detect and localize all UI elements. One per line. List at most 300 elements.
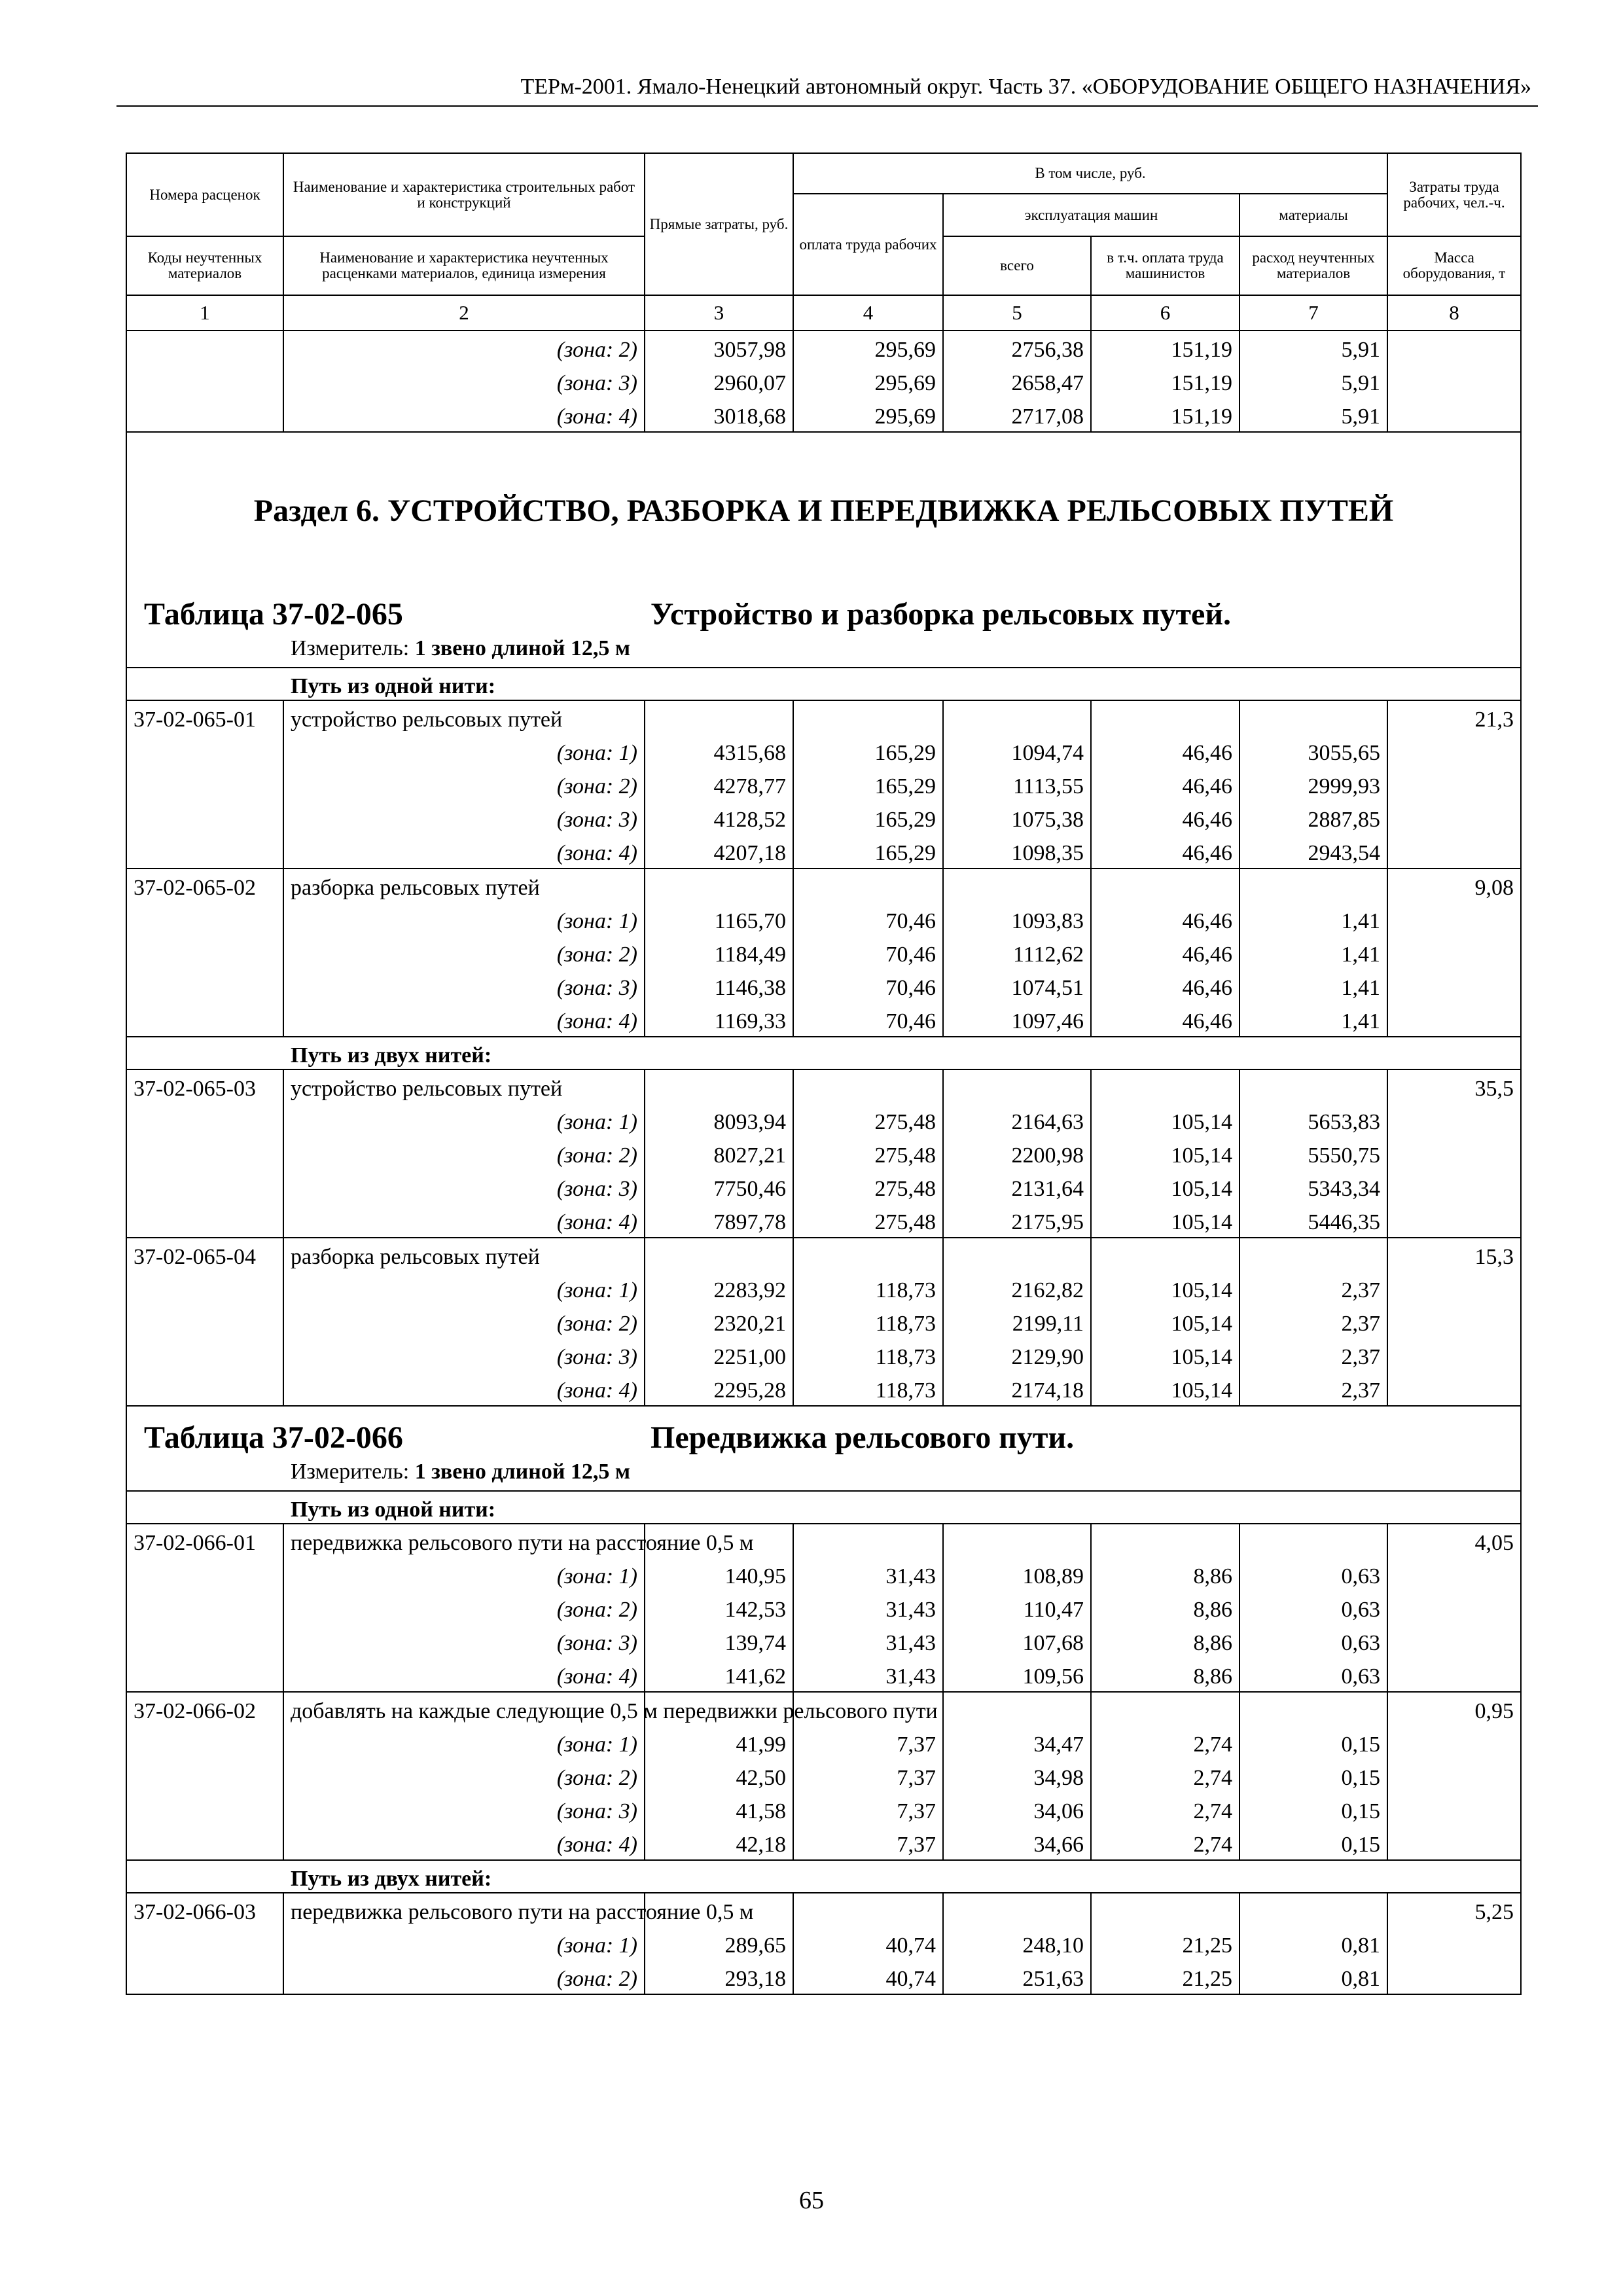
zone-row [126,1927,1521,1960]
price-code [126,1591,283,1624]
zone-row [126,869,1521,903]
labor-pay: 118,73 [793,1272,943,1305]
section-cell [126,432,1521,596]
price-code [126,1759,283,1793]
operators-pay: 151,19 [1091,365,1240,398]
labor-cost: 5,25 [1387,1893,1521,1927]
work-description: устройство рельсовых путей [283,1069,645,1103]
labor-cost: 4,05 [1387,1524,1521,1558]
cell [943,1692,1091,1726]
materials-cost: 2887,85 [1240,801,1387,834]
operators-pay: 2,74 [1091,1826,1240,1860]
machines-total: 2175,95 [943,1204,1091,1238]
labor-pay: 165,29 [793,768,943,801]
labor-pay: 165,29 [793,734,943,768]
zone-row [126,365,1521,398]
zone-label: (зона: 1) [283,903,645,936]
labor-pay: 165,29 [793,801,943,834]
operators-pay: 2,74 [1091,1759,1240,1793]
operators-pay: 151,19 [1091,331,1240,365]
zone-row [126,1338,1521,1372]
subheading-row [126,1860,1521,1893]
header-col7: расход неучтенных материалов [1240,236,1387,295]
materials-cost: 5,91 [1240,365,1387,398]
cell [1091,869,1240,903]
labor-pay: 295,69 [793,331,943,365]
zone-row [126,1624,1521,1658]
zone-row [126,1305,1521,1338]
labor-pay: 31,43 [793,1658,943,1692]
zone-row [126,1960,1521,1994]
direct-cost: 2295,28 [645,1372,793,1406]
zone-row [126,1726,1521,1759]
machines-total: 2174,18 [943,1372,1091,1406]
labor-pay: 165,29 [793,834,943,869]
machines-total: 34,66 [943,1826,1091,1860]
labor-cost [1387,1927,1521,1960]
labor-pay: 7,37 [793,1793,943,1826]
price-code [126,1726,283,1759]
materials-cost: 5446,35 [1240,1204,1387,1238]
cell [943,1893,1091,1927]
zone-row [126,1591,1521,1624]
price-code: 37-02-065-04 [126,1238,283,1272]
machines-total: 1075,38 [943,801,1091,834]
materials-cost: 2,37 [1240,1372,1387,1406]
price-code: 37-02-065-01 [126,700,283,734]
zone-label: (зона: 2) [283,768,645,801]
labor-cost [1387,1624,1521,1658]
operators-pay: 2,74 [1091,1793,1240,1826]
materials-cost: 5,91 [1240,398,1387,432]
machines-total: 1097,46 [943,1003,1091,1037]
zone-row [126,1372,1521,1406]
header-col3: Прямые затраты, руб. [645,153,793,295]
cell [1240,1893,1387,1927]
labor-cost [1387,1558,1521,1591]
operators-pay: 8,86 [1091,1558,1240,1591]
price-code [126,1624,283,1658]
zone-label: (зона: 4) [283,398,645,432]
labor-cost [1387,1103,1521,1137]
operators-pay: 21,25 [1091,1960,1240,1994]
zone-label: (зона: 1) [283,734,645,768]
operators-pay: 46,46 [1091,768,1240,801]
price-code: 37-02-066-02 [126,1692,283,1726]
machines-total: 34,98 [943,1759,1091,1793]
machines-total: 2164,63 [943,1103,1091,1137]
labor-pay: 275,48 [793,1170,943,1204]
cell [1240,1524,1387,1558]
materials-cost: 3055,65 [1240,734,1387,768]
operators-pay: 8,86 [1091,1624,1240,1658]
labor-cost [1387,365,1521,398]
materials-cost: 0,63 [1240,1624,1387,1658]
cell [1091,700,1240,734]
zone-label: (зона: 3) [283,801,645,834]
direct-cost: 8027,21 [645,1137,793,1170]
zone-row [126,1204,1521,1238]
zone-label: (зона: 2) [283,1591,645,1624]
labor-pay: 70,46 [793,936,943,969]
zone-label: (зона: 4) [283,1003,645,1037]
labor-cost [1387,1759,1521,1793]
operators-pay: 151,19 [1091,398,1240,432]
zone-row [126,1558,1521,1591]
column-number: 5 [943,295,1091,331]
measure-value: 1 звено длиной 12,5 м [414,636,631,660]
labor-pay: 70,46 [793,903,943,936]
price-code [126,1170,283,1204]
table-title-row [126,596,1521,668]
cell [1240,1692,1387,1726]
cell [645,869,793,903]
direct-cost: 139,74 [645,1624,793,1658]
running-header: ТЕРм-2001. Ямало-Ненецкий автономный округ. Часть 37. «ОБОРУДОВАНИЕ ОБЩЕГО НАЗНАЧЕНИЯ» [520,75,1531,99]
price-code: 37-02-065-02 [126,869,283,903]
machines-total: 1098,35 [943,834,1091,869]
direct-cost: 2251,00 [645,1338,793,1372]
labor-cost [1387,734,1521,768]
zone-row [126,936,1521,969]
price-code [126,1927,283,1960]
materials-cost: 5550,75 [1240,1137,1387,1170]
column-number: 8 [1387,295,1521,331]
column-number: 1 [126,295,283,331]
column-number: 6 [1091,295,1240,331]
zone-row [126,331,1521,365]
cell [793,1069,943,1103]
zone-row [126,903,1521,936]
labor-cost [1387,1204,1521,1238]
operators-pay: 21,25 [1091,1927,1240,1960]
direct-cost: 41,99 [645,1726,793,1759]
labor-pay: 118,73 [793,1338,943,1372]
direct-cost: 4315,68 [645,734,793,768]
zone-row [126,1170,1521,1204]
direct-cost: 42,18 [645,1826,793,1860]
price-code [126,969,283,1003]
direct-cost: 42,50 [645,1759,793,1793]
operators-pay: 105,14 [1091,1305,1240,1338]
cell [943,1524,1091,1558]
machines-total: 110,47 [943,1591,1091,1624]
direct-cost: 140,95 [645,1558,793,1591]
header-materials: материалы [1240,194,1387,236]
cell [793,1893,943,1927]
zone-label: (зона: 2) [283,1137,645,1170]
operators-pay: 8,86 [1091,1658,1240,1692]
price-code [126,903,283,936]
machines-total: 2199,11 [943,1305,1091,1338]
zone-label: (зона: 1) [283,1272,645,1305]
direct-cost: 4128,52 [645,801,793,834]
direct-cost: 2960,07 [645,365,793,398]
labor-cost: 9,08 [1387,869,1521,903]
price-code [126,801,283,834]
direct-cost: 7750,46 [645,1170,793,1204]
work-description: передвижка рельсового пути на расстояние 0,5 м [283,1524,645,1558]
cell [793,869,943,903]
price-code [126,1103,283,1137]
cell [645,1069,793,1103]
labor-cost [1387,1726,1521,1759]
price-code [126,734,283,768]
labor-pay: 275,48 [793,1204,943,1238]
work-description: разборка рельсовых путей [283,1238,645,1272]
materials-cost: 2,37 [1240,1272,1387,1305]
measure-unit [127,1458,1520,1486]
price-code [126,1272,283,1305]
subheading: Путь из одной нити: [126,1491,1521,1524]
operators-pay: 46,46 [1091,936,1240,969]
operators-pay: 105,14 [1091,1272,1240,1305]
labor-pay: 31,43 [793,1558,943,1591]
zone-row [126,969,1521,1003]
operators-pay: 8,86 [1091,1591,1240,1624]
cell [793,1238,943,1272]
header-col6: в т.ч. оплата труда машинистов [1091,236,1240,295]
machines-total: 248,10 [943,1927,1091,1960]
zone-label: (зона: 2) [283,331,645,365]
materials-cost: 2943,54 [1240,834,1387,869]
machines-total: 34,47 [943,1726,1091,1759]
zone-row [126,768,1521,801]
materials-cost: 1,41 [1240,936,1387,969]
cell [1091,1692,1240,1726]
column-number: 7 [1240,295,1387,331]
cell [1091,1069,1240,1103]
zone-label: (зона: 3) [283,1338,645,1372]
zone-row [126,1137,1521,1170]
price-code [126,365,283,398]
price-code [126,1204,283,1238]
operators-pay: 105,14 [1091,1372,1240,1406]
machines-total: 2756,38 [943,331,1091,365]
zone-label: (зона: 4) [283,1372,645,1406]
operators-pay: 105,14 [1091,1137,1240,1170]
zone-row [126,734,1521,768]
machines-total: 109,56 [943,1658,1091,1692]
zone-row [126,834,1521,869]
labor-cost [1387,1591,1521,1624]
labor-cost [1387,768,1521,801]
labor-pay: 70,46 [793,969,943,1003]
price-code [126,1960,283,1994]
zone-row [126,1893,1521,1927]
work-description: устройство рельсовых путей [283,700,645,734]
operators-pay: 46,46 [1091,834,1240,869]
cell [645,700,793,734]
labor-pay: 295,69 [793,398,943,432]
direct-cost: 8093,94 [645,1103,793,1137]
section-row [126,432,1521,596]
labor-pay: 40,74 [793,1927,943,1960]
machines-total: 1074,51 [943,969,1091,1003]
zone-label: (зона: 3) [283,1793,645,1826]
labor-cost: 35,5 [1387,1069,1521,1103]
zone-label: (зона: 1) [283,1726,645,1759]
cell [1091,1238,1240,1272]
machines-total: 2129,90 [943,1338,1091,1372]
labor-pay: 7,37 [793,1726,943,1759]
price-code [126,398,283,432]
price-code [126,1558,283,1591]
cell [793,1524,943,1558]
materials-cost: 0,63 [1240,1658,1387,1692]
price-code [126,834,283,869]
labor-cost [1387,1960,1521,1994]
direct-cost: 2320,21 [645,1305,793,1338]
page-number: 65 [799,2187,824,2214]
labor-pay: 7,37 [793,1759,943,1793]
direct-cost: 7897,78 [645,1204,793,1238]
direct-cost: 1169,33 [645,1003,793,1037]
operators-pay: 46,46 [1091,801,1240,834]
zone-row [126,801,1521,834]
cell [1240,1238,1387,1272]
labor-cost [1387,1003,1521,1037]
direct-cost: 293,18 [645,1960,793,1994]
header-col8-bottom: Масса оборудования, т [1387,236,1521,295]
zone-label: (зона: 2) [283,1759,645,1793]
zone-label: (зона: 3) [283,365,645,398]
direct-cost: 3018,68 [645,398,793,432]
price-code [126,1658,283,1692]
header-col4: оплата труда рабочих [793,194,943,295]
header-col8-top: Затраты труда рабочих, чел.-ч. [1387,153,1521,236]
labor-pay: 118,73 [793,1305,943,1338]
zone-label: (зона: 3) [283,1624,645,1658]
measure-label: Измеритель: [291,636,415,660]
table-number: Таблица 37-02-065 [144,597,403,632]
zone-row [126,1103,1521,1137]
price-code [126,936,283,969]
direct-cost: 2283,92 [645,1272,793,1305]
zone-row [126,700,1521,734]
labor-pay: 31,43 [793,1624,943,1658]
labor-pay: 31,43 [793,1591,943,1624]
operators-pay: 46,46 [1091,969,1240,1003]
machines-total: 1094,74 [943,734,1091,768]
materials-cost: 0,15 [1240,1793,1387,1826]
table-name: Устройство и разборка рельсовых путей. [651,597,1231,632]
materials-cost: 0,63 [1240,1558,1387,1591]
operators-pay: 105,14 [1091,1338,1240,1372]
direct-cost: 1165,70 [645,903,793,936]
price-code: 37-02-066-01 [126,1524,283,1558]
materials-cost: 1,41 [1240,969,1387,1003]
labor-cost [1387,969,1521,1003]
labor-cost [1387,1305,1521,1338]
direct-cost: 41,58 [645,1793,793,1826]
price-code [126,1338,283,1372]
labor-pay: 295,69 [793,365,943,398]
zone-label: (зона: 1) [283,1103,645,1137]
cell [1091,1524,1240,1558]
work-description: передвижка рельсового пути на расстояние 0,5 м [283,1893,645,1927]
materials-cost: 1,41 [1240,903,1387,936]
operators-pay: 105,14 [1091,1204,1240,1238]
price-code [126,1372,283,1406]
work-description: добавлять на каждые следующие 0,5 м передвижки рельсового пути [283,1692,645,1726]
direct-cost: 1184,49 [645,936,793,969]
labor-cost: 15,3 [1387,1238,1521,1272]
machines-total: 107,68 [943,1624,1091,1658]
direct-cost: 4278,77 [645,768,793,801]
price-code: 37-02-065-03 [126,1069,283,1103]
price-code [126,1003,283,1037]
measure-label: Измеритель: [291,1460,415,1484]
column-number: 4 [793,295,943,331]
subheading-row [126,668,1521,700]
labor-pay: 40,74 [793,1960,943,1994]
zone-row [126,1658,1521,1692]
direct-cost: 1146,38 [645,969,793,1003]
table-number: Таблица 37-02-066 [144,1420,403,1455]
materials-cost: 0,63 [1240,1591,1387,1624]
zone-row [126,1793,1521,1826]
subheading-row [126,1037,1521,1069]
header-machines: эксплуатация машин [943,194,1240,236]
zone-label: (зона: 2) [283,1960,645,1994]
materials-cost: 5343,34 [1240,1170,1387,1204]
header-col1-top: Номера расценок [126,153,283,236]
cell [943,1238,1091,1272]
zone-row [126,1692,1521,1726]
labor-cost [1387,1272,1521,1305]
header-including: В том числе, руб. [793,153,1387,194]
labor-cost [1387,1372,1521,1406]
price-code [126,1305,283,1338]
materials-cost: 1,41 [1240,1003,1387,1037]
materials-cost: 5653,83 [1240,1103,1387,1137]
labor-cost [1387,1338,1521,1372]
zone-label: (зона: 2) [283,1305,645,1338]
operators-pay: 2,74 [1091,1726,1240,1759]
materials-cost: 0,15 [1240,1726,1387,1759]
labor-cost [1387,1793,1521,1826]
header-col1-bottom: Коды неучтенных материалов [126,236,283,295]
zone-row [126,1069,1521,1103]
operators-pay: 46,46 [1091,734,1240,768]
price-code [126,1137,283,1170]
labor-pay: 118,73 [793,1372,943,1406]
labor-cost [1387,936,1521,969]
header-col5: всего [943,236,1091,295]
header-col2-bottom: Наименование и характеристика неучтенных расценками материалов, единица измерения [283,236,645,295]
machines-total: 1093,83 [943,903,1091,936]
materials-cost: 5,91 [1240,331,1387,365]
table-name: Передвижка рельсового пути. [651,1420,1075,1455]
cell [645,1238,793,1272]
machines-total: 251,63 [943,1960,1091,1994]
cell [793,700,943,734]
subheading: Путь из одной нити: [126,668,1521,700]
zone-row [126,1003,1521,1037]
labor-cost [1387,1658,1521,1692]
zone-row [126,1238,1521,1272]
zone-label: (зона: 3) [283,1170,645,1204]
labor-cost [1387,331,1521,365]
header-col2-top: Наименование и характеристика строительных работ и конструкций [283,153,645,236]
table-title [127,596,1520,634]
zone-row [126,1272,1521,1305]
zone-label: (зона: 4) [283,1204,645,1238]
machines-total: 108,89 [943,1558,1091,1591]
direct-cost: 141,62 [645,1658,793,1692]
zone-label: (зона: 4) [283,1658,645,1692]
